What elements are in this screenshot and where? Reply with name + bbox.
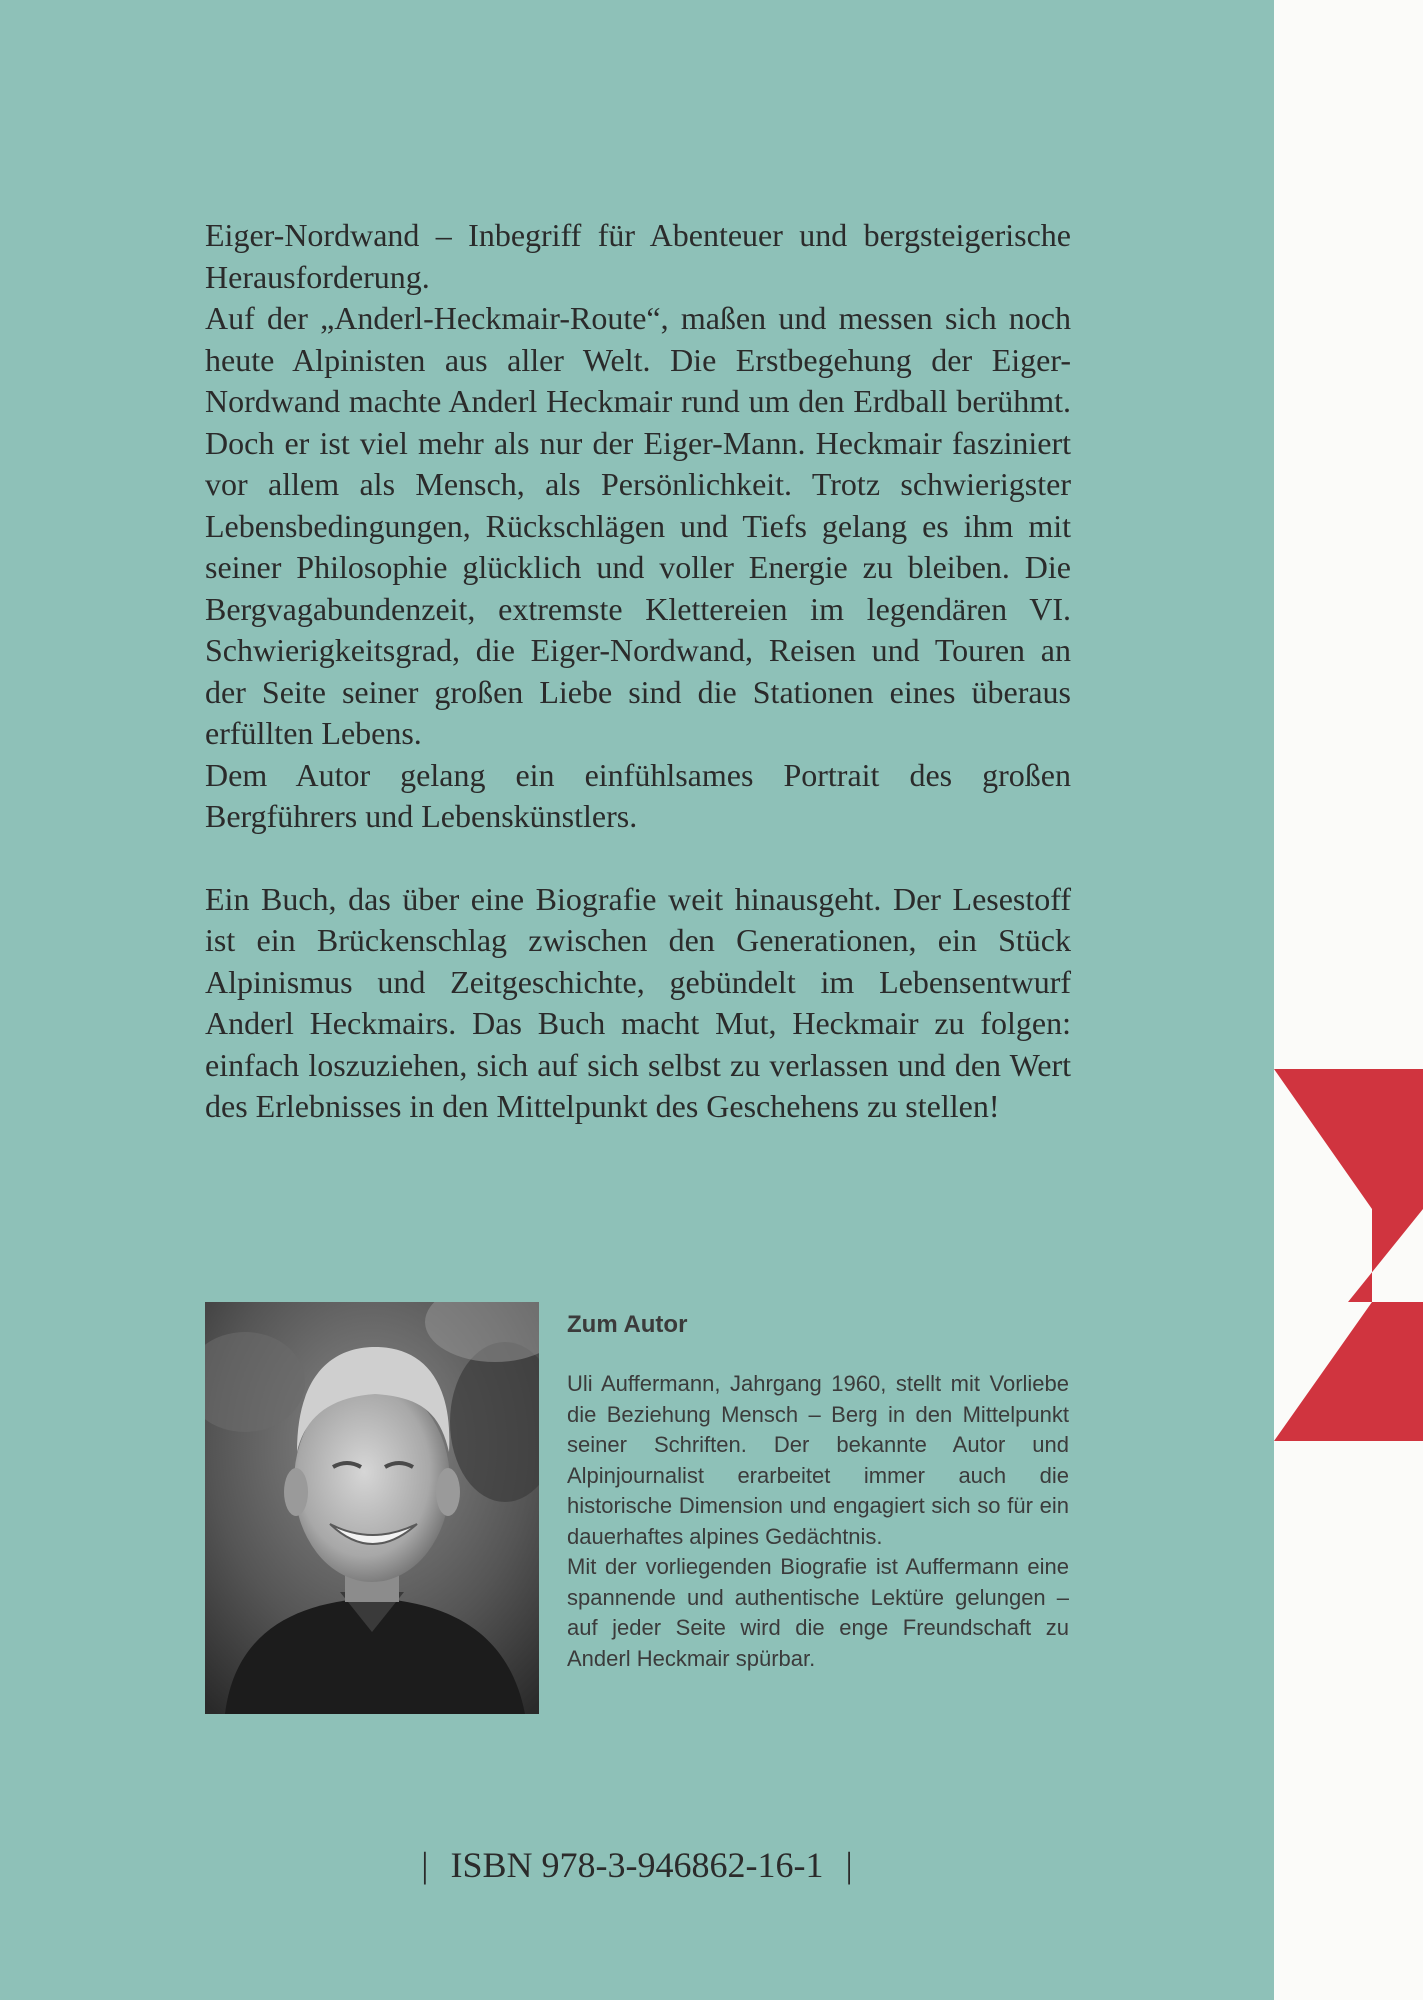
bookmark-ribbon [1274, 1069, 1423, 1441]
blurb-text [205, 215, 1071, 1128]
blurb-paragraph: Eiger-Nordwand – Inbegriff für Abenteuer und bergsteigerische Herausforderung. [205, 217, 1071, 295]
isbn-separator: | [421, 1845, 429, 1885]
blurb-paragraph: Ein Buch, das über eine Biografie weit hinausgeht. Der Lesestoff ist ein Brückenschlag zwischen den Generationen, ein Stück Alpinismus und Zeitgeschichte, gebündelt im Lebensentwurf Anderl Heckmairs. Das Buch macht Mut, Heckmair zu folgen: einfach loszuziehen, sich auf sich selbst zu verlassen und den Wert des Erlebnisses in den Mittelpunkt des Geschehens zu stellen! [205, 880, 1071, 1124]
author-section [567, 1309, 1069, 1674]
author-bio: Uli Auffermann, Jahrgang 1960, stellt mit Vorliebe die Beziehung Mensch – Berg in den Mittelpunkt seiner Schriften. Der bekannte Autor und Alpinjournalist erarbeitet immer auch die historische Dimension und engagiert sich so für ein dauerhaftes alpines Gedächtnis. [567, 1371, 1069, 1549]
isbn-separator: | [845, 1845, 853, 1885]
blurb-paragraph: Dem Autor gelang ein einfühlsames Portrait des großen Bergführers und Lebenskünstlers. [205, 756, 1071, 834]
isbn-line [0, 1843, 1274, 1887]
author-photo [205, 1302, 539, 1714]
spine-strip [1274, 0, 1423, 2000]
author-bio: Mit der vorliegenden Biografie ist Auffermann eine spannende und authentische Lektüre gelungen – auf jeder Seite wird die enge Freundschaft zu Anderl Heckmair spürbar. [567, 1554, 1069, 1671]
isbn-number: ISBN 978-3-946862-16-1 [450, 1845, 824, 1885]
author-heading: Zum Autor [567, 1311, 688, 1338]
blurb-paragraph: Auf der „Anderl-Heckmair-Route“, maßen und messen sich noch heute Alpinisten aus aller Welt. Die Erstbegehung der Eiger-Nordwand machte Anderl Heckmair rund um den Erdball berühmt. Doch er ist viel mehr als nur der Eiger-Mann. Heckmair fasziniert vor allem als Mensch, als Persönlichkeit. Trotz schwierigster Lebensbedingungen, Rückschlägen und Tiefs gelang es ihm mit seiner Philosophie glücklich und voller Energie zu bleiben. Die Bergvagabundenzeit, extremste Klettereien im legendären VI. Schwierigkeitsgrad, die Eiger-Nordwand, Reisen und Touren an der Seite seiner großen Liebe sind die Stationen eines überaus erfüllten Lebens. [205, 300, 1071, 751]
